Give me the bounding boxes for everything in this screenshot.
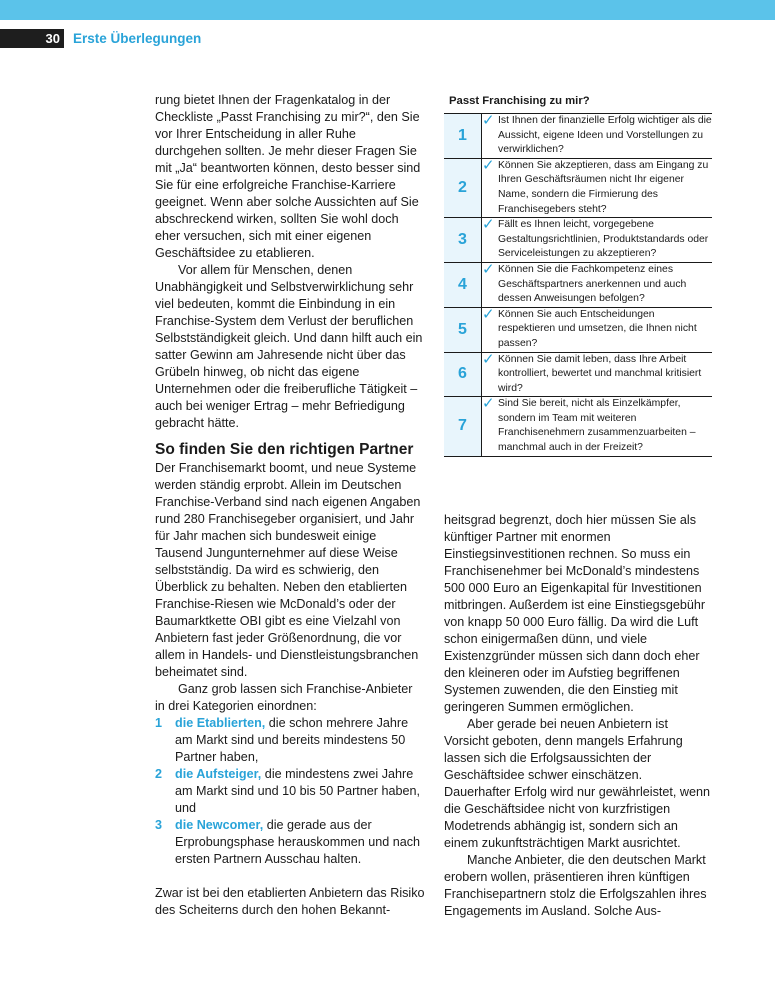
checklist-row [444, 158, 712, 217]
left-column [155, 92, 425, 919]
checklist-box [444, 94, 712, 457]
right-column [444, 512, 712, 920]
question-number: 1 [444, 114, 482, 159]
paragraph: Manche Anbieter, die den deutschen Markt erobern wollen, präsentieren ihren künftigen Franchisepartnern stolz die Erfolgszahlen ihres Engagements im Ausland. Solche Aus- [444, 853, 707, 918]
paragraph: Vor allem für Menschen, denen Unabhängigkeit und Selbstverwirklichung sehr viel bedeuten, kommt die Einbindung in ein Franchise-System dem Verlust der beruflichen Selbstständigkeit gleich. Und dann hilft auch ein satter Gewinn am Jahresende nicht über das Grübeln hinweg, ob nicht das eigene Unternehmen oder die freiberufliche Tätigkeit – auch bei weniger Ertrag – mehr Befriedigung gebracht hätte. [155, 263, 423, 430]
list-item [155, 766, 425, 817]
category-name: die Etablierten, [175, 716, 266, 730]
question-text: Ist Ihnen der finanzielle Erfolg wichtiger als die Aussicht, eigene Ideen und Vorstellungen zu verwirklichen? [498, 115, 712, 156]
question-text: Können Sie auch Entscheidungen respektieren und umsetzen, die Ihnen nicht passen? [498, 308, 697, 349]
page-header [0, 28, 201, 48]
checkmark-icon: ✓ [482, 260, 495, 278]
category-name: die Newcomer, [175, 818, 264, 832]
checklist-title: Passt Franchising zu mir? [449, 95, 590, 107]
paragraph: Ganz grob lassen sich Franchise-Anbieter in drei Kategorien einordnen: [155, 682, 413, 713]
checklist-row [444, 262, 712, 307]
checklist-row [444, 352, 712, 397]
checkmark-icon: ✓ [482, 156, 495, 174]
paragraph: Der Franchisemarkt boomt, und neue Systeme werden ständig erprobt. Allein im Deutschen Franchise-Verband sind nach eigenen Angaben rund 280 Franchisegeber organisiert, und Jahr für Jahr machen sich bundesweit einige Tausend Jungunternehmer auf diese Weise selbstständig. Da wird es schwierig, den Überblick zu behalten. Neben den etablierten Franchise-Riesen wie McDonald’s oder der Baumarktkette OBI gibt es eine Vielzahl von Anbietern fast jeder Größenordnung, die vor allem in Handels- und Dienstleistungsbranchen beheimatet sind. [155, 461, 421, 679]
paragraph: Zwar ist bei den etablierten Anbietern das Risiko des Scheiterns durch den hohen Bekannt- [155, 886, 425, 917]
category-description: die gerade aus der Erprobungsphase herauskommen und nach ersten Partnern Ausschau halten. [175, 818, 421, 866]
checkmark-icon: ✓ [482, 112, 495, 129]
top-color-bar [0, 0, 775, 20]
question-text: Können Sie die Fachkompetenz eines Geschäftspartners anerkennen und auch dessen Anweisungen befolgen? [498, 263, 687, 305]
question-number: 7 [444, 397, 482, 456]
checklist-table [444, 113, 712, 457]
chapter-title: Erste Überlegungen [73, 30, 202, 46]
question-text: Fällt es Ihnen leicht, vorgegebene Gestaltungsrichtlinien, Produktstandards oder Serviceleistungen zu akzeptieren? [498, 219, 709, 260]
paragraph: Aber gerade bei neuen Anbietern ist Vorsicht geboten, denn mangels Erfahrung lassen sich die Erfolgsaussichten der Geschäftsidee schwer einschätzen. Dauerhafter Erfolg wird nur gewährleistet, wenn die Geschäftsidee nicht von kurzfristigen Modetrends abhängig ist, sondern sich an einem zukunftsträchtigen Markt ausrichtet. [444, 717, 710, 850]
checklist-row [444, 397, 712, 456]
checklist-row [444, 114, 712, 159]
category-description: die mindestens zwei Jahre am Markt sind und 10 bis 50 Partner haben, und [175, 767, 421, 815]
category-name: die Aufsteiger, [175, 767, 262, 781]
question-number: 5 [444, 307, 482, 352]
page-number: 30 [0, 29, 64, 48]
question-number: 4 [444, 262, 482, 307]
list-number: 2 [155, 767, 163, 781]
list-item [155, 715, 425, 766]
list-item [155, 817, 425, 868]
checkmark-icon: ✓ [482, 395, 495, 413]
question-text: Können Sie damit leben, dass Ihre Arbeit kontrolliert, bewertet und manchmal kritisiert wird? [498, 353, 702, 394]
checkmark-icon: ✓ [482, 216, 495, 234]
question-text: Können Sie akzeptieren, dass am Eingang zu Ihren Geschäftsräumen nicht Ihr eigener Name, sondern die Firmierung des Franchisegebers steht? [498, 159, 709, 215]
checklist-row [444, 218, 712, 263]
question-number: 2 [444, 158, 482, 217]
list-number: 3 [155, 818, 163, 832]
question-text: Sind Sie bereit, nicht als Einzelkämpfer, sondern im Team mit weiteren Franchisenehmern zusammenzuarbeiten – manchmal auch in der Freizeit? [498, 398, 696, 454]
list-number: 1 [155, 716, 163, 730]
question-number: 6 [444, 352, 482, 397]
paragraph: heitsgrad begrenzt, doch hier müssen Sie als künftiger Partner mit enormen Einstiegsinvestitionen rechnen. So muss ein Franchisenehmer bei McDonald’s mindestens 500 000 Euro an Eigenkapital für Investitionen mitbringen. Außerdem ist eine Einstiegsgebühr von knapp 50 000 Euro fällig. Da wird die Luft schon einigermaßen dünn, und viele Existenzgründer müssen sich dann doch eher den kleineren oder im Aufstieg begriffenen Systemen zuwenden, die den Einstieg mit geringeren Summen ermöglichen. [444, 513, 706, 714]
checklist-row [444, 307, 712, 352]
paragraph: rung bietet Ihnen der Fragenkatalog in der Checkliste „Passt Franchising zu mir?“, den Sie vor Ihrer Entscheidung in aller Ruhe durchgehen sollten. Je mehr dieser Fragen Sie mit „Ja“ beantworten können, desto besser sind Sie für eine erfolgreiche Franchise-Karriere geeignet. Wenn aber solche Aussichten auf Sie abschreckend wirken, sollten Sie wohl doch eher versuchen, sich mit einer eigenen Geschäftsidee zu etablieren. [155, 93, 421, 260]
category-description: die schon mehrere Jahre am Markt sind und bereits mindestens 50 Partner haben, [175, 716, 409, 764]
question-number: 3 [444, 218, 482, 263]
checkmark-icon: ✓ [482, 305, 495, 323]
section-heading: So finden Sie den richtigen Partner [155, 441, 414, 458]
category-list [155, 715, 425, 868]
checkmark-icon: ✓ [482, 350, 495, 368]
